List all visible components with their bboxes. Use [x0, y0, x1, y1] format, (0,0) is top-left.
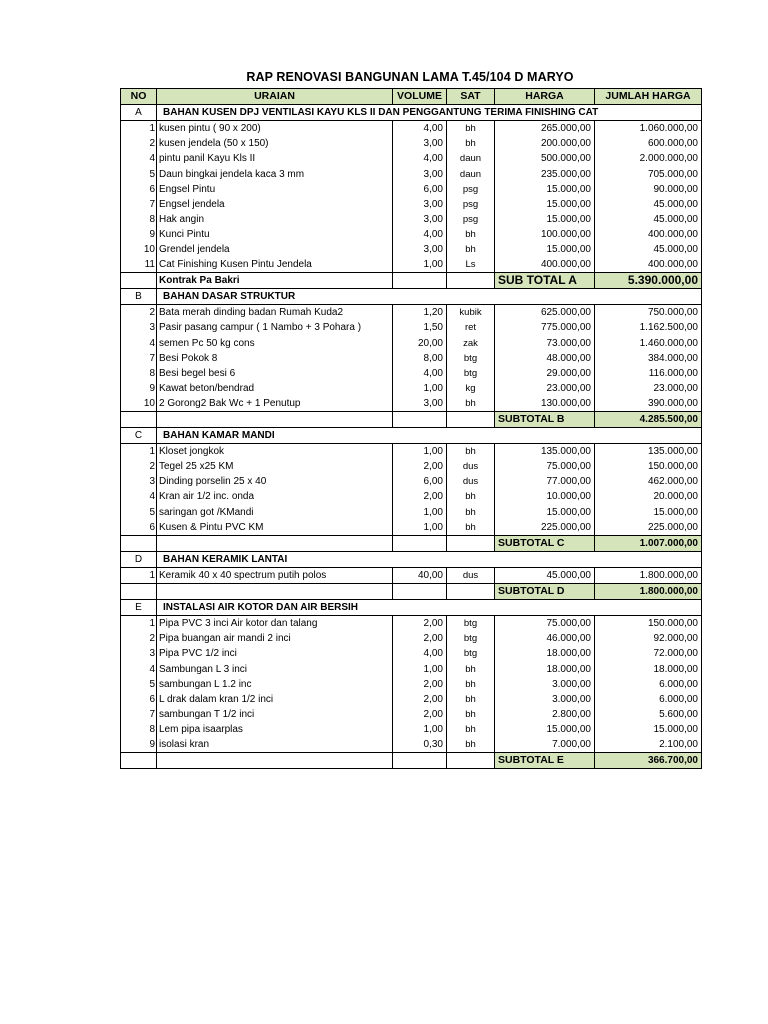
- item-description: sambungan T 1/2 inci: [157, 707, 393, 722]
- item-no: 2: [121, 459, 157, 474]
- subtotal-empty-cell: [121, 535, 157, 551]
- item-volume: 2,00: [393, 616, 447, 632]
- item-description: Kusen & Pintu PVC KM: [157, 520, 393, 536]
- table-row: [121, 616, 702, 632]
- item-total: 384.000,00: [595, 351, 702, 366]
- item-price: 15.000,00: [495, 722, 595, 737]
- subtotal-empty-cell: [157, 535, 393, 551]
- item-description: Sambungan L 3 inci: [157, 661, 393, 676]
- item-volume: 1,00: [393, 381, 447, 396]
- item-no: 4: [121, 151, 157, 166]
- table-row: [121, 305, 702, 321]
- item-unit: dus: [447, 474, 495, 489]
- table-row: [121, 489, 702, 504]
- item-volume: 3,00: [393, 197, 447, 212]
- subtotal-empty-cell: [393, 535, 447, 551]
- header-volume: VOLUME: [393, 89, 447, 105]
- item-total: 6.000,00: [595, 677, 702, 692]
- item-volume: 1,00: [393, 257, 447, 273]
- item-description: Daun bingkai jendela kaca 3 mm: [157, 166, 393, 181]
- item-no: 10: [121, 396, 157, 412]
- item-no: 1: [121, 567, 157, 583]
- header-harga: HARGA: [495, 89, 595, 105]
- item-total: 600.000,00: [595, 136, 702, 151]
- subtotal-label: SUBTOTAL C: [495, 535, 595, 551]
- item-total: 90.000,00: [595, 182, 702, 197]
- item-unit: daun: [447, 151, 495, 166]
- item-total: 23.000,00: [595, 381, 702, 396]
- item-price: 3.000,00: [495, 692, 595, 707]
- item-description: pintu panil Kayu Kls II: [157, 151, 393, 166]
- item-volume: 2,00: [393, 459, 447, 474]
- item-description: sambungan L 1.2 inc: [157, 677, 393, 692]
- item-volume: 1,00: [393, 722, 447, 737]
- item-no: 8: [121, 366, 157, 381]
- item-volume: 8,00: [393, 351, 447, 366]
- item-total: 2.100,00: [595, 737, 702, 753]
- subtotal-empty-cell: [121, 273, 157, 289]
- item-no: 6: [121, 692, 157, 707]
- item-price: 18.000,00: [495, 646, 595, 661]
- item-price: 73.000,00: [495, 336, 595, 351]
- item-no: 1: [121, 121, 157, 137]
- item-volume: 1,00: [393, 520, 447, 536]
- table-row: [121, 567, 702, 583]
- subtotal-value: 4.285.500,00: [595, 411, 702, 427]
- table-row: [121, 166, 702, 181]
- item-total: 92.000,00: [595, 631, 702, 646]
- item-description: Keramik 40 x 40 spectrum putih polos: [157, 567, 393, 583]
- item-price: 75.000,00: [495, 616, 595, 632]
- item-total: 135.000,00: [595, 444, 702, 460]
- item-price: 235.000,00: [495, 166, 595, 181]
- item-total: 1.460.000,00: [595, 336, 702, 351]
- item-total: 2.000.000,00: [595, 151, 702, 166]
- item-no: 7: [121, 707, 157, 722]
- item-price: 15.000,00: [495, 242, 595, 257]
- item-total: 116.000,00: [595, 366, 702, 381]
- subtotal-row: [121, 535, 702, 551]
- item-unit: btg: [447, 366, 495, 381]
- table-row: [121, 366, 702, 381]
- item-volume: 1,20: [393, 305, 447, 321]
- item-total: 1.060.000,00: [595, 121, 702, 137]
- item-description: Besi begel besi 6: [157, 366, 393, 381]
- item-volume: 4,00: [393, 151, 447, 166]
- item-unit: btg: [447, 351, 495, 366]
- subtotal-label: SUBTOTAL E: [495, 753, 595, 769]
- item-description: Kloset jongkok: [157, 444, 393, 460]
- item-description: Lem pipa isaarplas: [157, 722, 393, 737]
- subtotal-row: [121, 411, 702, 427]
- item-price: 10.000,00: [495, 489, 595, 504]
- table-row: [121, 631, 702, 646]
- item-unit: psg: [447, 197, 495, 212]
- item-total: 45.000,00: [595, 212, 702, 227]
- item-total: 15.000,00: [595, 505, 702, 520]
- item-total: 462.000,00: [595, 474, 702, 489]
- item-price: 75.000,00: [495, 459, 595, 474]
- item-no: 2: [121, 631, 157, 646]
- item-price: 45.000,00: [495, 567, 595, 583]
- item-unit: kubik: [447, 305, 495, 321]
- item-unit: btg: [447, 646, 495, 661]
- item-description: kusen pintu ( 90 x 200): [157, 121, 393, 137]
- subtotal-empty-cell: [447, 273, 495, 289]
- item-unit: daun: [447, 166, 495, 181]
- item-unit: bh: [447, 396, 495, 412]
- subtotal-empty-cell: [393, 753, 447, 769]
- item-description: semen Pc 50 kg cons: [157, 336, 393, 351]
- item-no: 7: [121, 197, 157, 212]
- item-unit: bh: [447, 227, 495, 242]
- item-no: 3: [121, 320, 157, 335]
- header-sat: SAT: [447, 89, 495, 105]
- subtotal-label: SUB TOTAL A: [495, 273, 595, 289]
- item-description: Pipa PVC 1/2 inci: [157, 646, 393, 661]
- item-no: 4: [121, 661, 157, 676]
- table-row: [121, 737, 702, 753]
- table-row: [121, 661, 702, 676]
- subtotal-empty-cell: [393, 584, 447, 600]
- table-row: [121, 646, 702, 661]
- item-total: 390.000,00: [595, 396, 702, 412]
- table-row: [121, 459, 702, 474]
- item-description: Engsel Pintu: [157, 182, 393, 197]
- item-price: 135.000,00: [495, 444, 595, 460]
- item-volume: 20,00: [393, 336, 447, 351]
- item-unit: bh: [447, 677, 495, 692]
- table-row: [121, 257, 702, 273]
- item-no: 6: [121, 520, 157, 536]
- subtotal-value: 366.700,00: [595, 753, 702, 769]
- section-title: INSTALASI AIR KOTOR DAN AIR BERSIH: [157, 600, 702, 616]
- item-description: Cat Finishing Kusen Pintu Jendela: [157, 257, 393, 273]
- item-unit: bh: [447, 444, 495, 460]
- item-description: isolasi kran: [157, 737, 393, 753]
- item-price: 225.000,00: [495, 520, 595, 536]
- item-no: 1: [121, 616, 157, 632]
- table-row: [121, 136, 702, 151]
- subtotal-empty-cell: [393, 411, 447, 427]
- table-row: [121, 707, 702, 722]
- item-volume: 6,00: [393, 182, 447, 197]
- item-unit: bh: [447, 722, 495, 737]
- item-no: 5: [121, 677, 157, 692]
- subtotal-value: 5.390.000,00: [595, 273, 702, 289]
- section-title: BAHAN KUSEN DPJ VENTILASI KAYU KLS II DAN PENGGANTUNG TERIMA FINISHING CAT: [157, 105, 702, 121]
- table-row: [121, 396, 702, 412]
- item-volume: 4,00: [393, 121, 447, 137]
- item-description: Kran air 1/2 inc. onda: [157, 489, 393, 504]
- item-volume: 6,00: [393, 474, 447, 489]
- subtotal-empty-cell: [121, 584, 157, 600]
- item-volume: 4,00: [393, 646, 447, 661]
- section-header: [121, 428, 702, 444]
- item-no: 3: [121, 474, 157, 489]
- item-volume: 2,00: [393, 677, 447, 692]
- item-price: 15.000,00: [495, 197, 595, 212]
- item-total: 18.000,00: [595, 661, 702, 676]
- item-volume: 1,00: [393, 444, 447, 460]
- table-row: [121, 444, 702, 460]
- item-total: 400.000,00: [595, 227, 702, 242]
- table-row: [121, 692, 702, 707]
- header-jumlah-harga: JUMLAH HARGA: [595, 89, 702, 105]
- section-header: [121, 600, 702, 616]
- item-price: 48.000,00: [495, 351, 595, 366]
- item-volume: 3,00: [393, 166, 447, 181]
- section-title: BAHAN KAMAR MANDI: [157, 428, 702, 444]
- item-description: Kawat beton/bendrad: [157, 381, 393, 396]
- section-letter: E: [121, 600, 157, 616]
- item-description: Engsel jendela: [157, 197, 393, 212]
- section-header: [121, 551, 702, 567]
- item-no: 9: [121, 737, 157, 753]
- item-volume: 3,00: [393, 242, 447, 257]
- item-no: 9: [121, 381, 157, 396]
- item-unit: bh: [447, 737, 495, 753]
- item-price: 775.000,00: [495, 320, 595, 335]
- item-no: 5: [121, 505, 157, 520]
- item-price: 15.000,00: [495, 212, 595, 227]
- item-no: 7: [121, 351, 157, 366]
- item-unit: btg: [447, 631, 495, 646]
- item-unit: bh: [447, 692, 495, 707]
- section-header: [121, 289, 702, 305]
- item-volume: 2,00: [393, 707, 447, 722]
- header-no: NO: [121, 89, 157, 105]
- item-volume: 3,00: [393, 136, 447, 151]
- item-volume: 3,00: [393, 212, 447, 227]
- subtotal-empty-cell: [447, 753, 495, 769]
- item-price: 2.800,00: [495, 707, 595, 722]
- item-volume: 1,00: [393, 661, 447, 676]
- item-unit: bh: [447, 242, 495, 257]
- item-no: 4: [121, 336, 157, 351]
- table-row: [121, 151, 702, 166]
- item-description: Tegel 25 x25 KM: [157, 459, 393, 474]
- item-volume: 1,00: [393, 505, 447, 520]
- item-unit: bh: [447, 707, 495, 722]
- table-row: [121, 212, 702, 227]
- subtotal-label: SUBTOTAL B: [495, 411, 595, 427]
- item-unit: Ls: [447, 257, 495, 273]
- item-volume: 1,50: [393, 320, 447, 335]
- item-unit: kg: [447, 381, 495, 396]
- item-unit: psg: [447, 212, 495, 227]
- item-description: Kunci Pintu: [157, 227, 393, 242]
- item-volume: 2,00: [393, 489, 447, 504]
- item-description: Hak angin: [157, 212, 393, 227]
- item-description: L drak dalam kran 1/2 inci: [157, 692, 393, 707]
- item-price: 46.000,00: [495, 631, 595, 646]
- item-price: 130.000,00: [495, 396, 595, 412]
- contract-note: Kontrak Pa Bakri: [157, 273, 393, 289]
- item-description: Pipa buangan air mandi 2 inci: [157, 631, 393, 646]
- item-volume: 3,00: [393, 396, 447, 412]
- item-no: 3: [121, 646, 157, 661]
- item-price: 7.000,00: [495, 737, 595, 753]
- item-price: 200.000,00: [495, 136, 595, 151]
- item-no: 4: [121, 489, 157, 504]
- item-unit: psg: [447, 182, 495, 197]
- subtotal-label: SUBTOTAL D: [495, 584, 595, 600]
- item-price: 3.000,00: [495, 677, 595, 692]
- item-no: 1: [121, 444, 157, 460]
- item-description: saringan got /KMandi: [157, 505, 393, 520]
- item-description: Dinding porselin 25 x 40: [157, 474, 393, 489]
- item-total: 45.000,00: [595, 197, 702, 212]
- item-volume: 4,00: [393, 227, 447, 242]
- item-description: kusen jendela (50 x 150): [157, 136, 393, 151]
- item-unit: bh: [447, 505, 495, 520]
- table-row: [121, 505, 702, 520]
- section-letter: C: [121, 428, 157, 444]
- item-price: 15.000,00: [495, 505, 595, 520]
- item-no: 5: [121, 166, 157, 181]
- item-price: 100.000,00: [495, 227, 595, 242]
- subtotal-empty-cell: [447, 584, 495, 600]
- item-total: 1.162.500,00: [595, 320, 702, 335]
- subtotal-value: 1.007.000,00: [595, 535, 702, 551]
- table-row: [121, 320, 702, 335]
- item-price: 625.000,00: [495, 305, 595, 321]
- item-volume: 4,00: [393, 366, 447, 381]
- subtotal-empty-cell: [393, 273, 447, 289]
- subtotal-empty-cell: [447, 411, 495, 427]
- item-price: 18.000,00: [495, 661, 595, 676]
- item-unit: bh: [447, 136, 495, 151]
- table-row: [121, 520, 702, 536]
- table-row: [121, 351, 702, 366]
- table-row: [121, 336, 702, 351]
- item-description: Bata merah dinding badan Rumah Kuda2: [157, 305, 393, 321]
- item-unit: bh: [447, 520, 495, 536]
- item-total: 72.000,00: [595, 646, 702, 661]
- item-unit: bh: [447, 489, 495, 504]
- rap-table: [120, 88, 702, 769]
- item-volume: 2,00: [393, 692, 447, 707]
- item-unit: bh: [447, 121, 495, 137]
- subtotal-row: [121, 584, 702, 600]
- table-row: [121, 474, 702, 489]
- item-description: Pasir pasang campur ( 1 Nambo + 3 Pohara ): [157, 320, 393, 335]
- item-unit: zak: [447, 336, 495, 351]
- subtotal-row: [121, 273, 702, 289]
- section-title: BAHAN DASAR STRUKTUR: [157, 289, 702, 305]
- subtotal-value: 1.800.000,00: [595, 584, 702, 600]
- item-total: 5.600,00: [595, 707, 702, 722]
- item-no: 8: [121, 212, 157, 227]
- table-row: [121, 227, 702, 242]
- item-total: 225.000,00: [595, 520, 702, 536]
- item-unit: dus: [447, 567, 495, 583]
- section-letter: D: [121, 551, 157, 567]
- item-price: 400.000,00: [495, 257, 595, 273]
- item-total: 750.000,00: [595, 305, 702, 321]
- item-price: 77.000,00: [495, 474, 595, 489]
- item-unit: bh: [447, 661, 495, 676]
- item-description: Pipa PVC 3 inci Air kotor dan talang: [157, 616, 393, 632]
- item-total: 1.800.000,00: [595, 567, 702, 583]
- table-row: [121, 722, 702, 737]
- item-total: 400.000,00: [595, 257, 702, 273]
- item-description: 2 Gorong2 Bak Wc + 1 Penutup: [157, 396, 393, 412]
- table-row: [121, 677, 702, 692]
- item-total: 150.000,00: [595, 459, 702, 474]
- table-row: [121, 182, 702, 197]
- item-total: 150.000,00: [595, 616, 702, 632]
- item-no: 6: [121, 182, 157, 197]
- item-no: 9: [121, 227, 157, 242]
- table-header: [121, 89, 702, 105]
- item-price: 500.000,00: [495, 151, 595, 166]
- item-no: 11: [121, 257, 157, 273]
- item-unit: btg: [447, 616, 495, 632]
- table-row: [121, 381, 702, 396]
- item-unit: dus: [447, 459, 495, 474]
- item-price: 265.000,00: [495, 121, 595, 137]
- item-total: 45.000,00: [595, 242, 702, 257]
- item-no: 10: [121, 242, 157, 257]
- subtotal-row: [121, 753, 702, 769]
- item-volume: 40,00: [393, 567, 447, 583]
- table-row: [121, 242, 702, 257]
- item-price: 15.000,00: [495, 182, 595, 197]
- subtotal-empty-cell: [157, 753, 393, 769]
- item-no: 8: [121, 722, 157, 737]
- table-row: [121, 121, 702, 137]
- item-volume: 0,30: [393, 737, 447, 753]
- item-description: Besi Pokok 8: [157, 351, 393, 366]
- item-description: Grendel jendela: [157, 242, 393, 257]
- item-price: 23.000,00: [495, 381, 595, 396]
- document-title: RAP RENOVASI BANGUNAN LAMA T.45/104 D MARYO: [246, 70, 574, 84]
- item-total: 20.000,00: [595, 489, 702, 504]
- item-no: 2: [121, 136, 157, 151]
- item-total: 705.000,00: [595, 166, 702, 181]
- section-header: [121, 105, 702, 121]
- subtotal-empty-cell: [121, 411, 157, 427]
- item-volume: 2,00: [393, 631, 447, 646]
- item-total: 15.000,00: [595, 722, 702, 737]
- item-unit: ret: [447, 320, 495, 335]
- section-title: BAHAN KERAMIK LANTAI: [157, 551, 702, 567]
- header-uraian: URAIAN: [157, 89, 393, 105]
- item-no: 2: [121, 305, 157, 321]
- item-price: 29.000,00: [495, 366, 595, 381]
- table-row: [121, 197, 702, 212]
- subtotal-empty-cell: [157, 584, 393, 600]
- section-letter: A: [121, 105, 157, 121]
- subtotal-empty-cell: [447, 535, 495, 551]
- subtotal-empty-cell: [121, 753, 157, 769]
- subtotal-empty-cell: [157, 411, 393, 427]
- item-total: 6.000,00: [595, 692, 702, 707]
- section-letter: B: [121, 289, 157, 305]
